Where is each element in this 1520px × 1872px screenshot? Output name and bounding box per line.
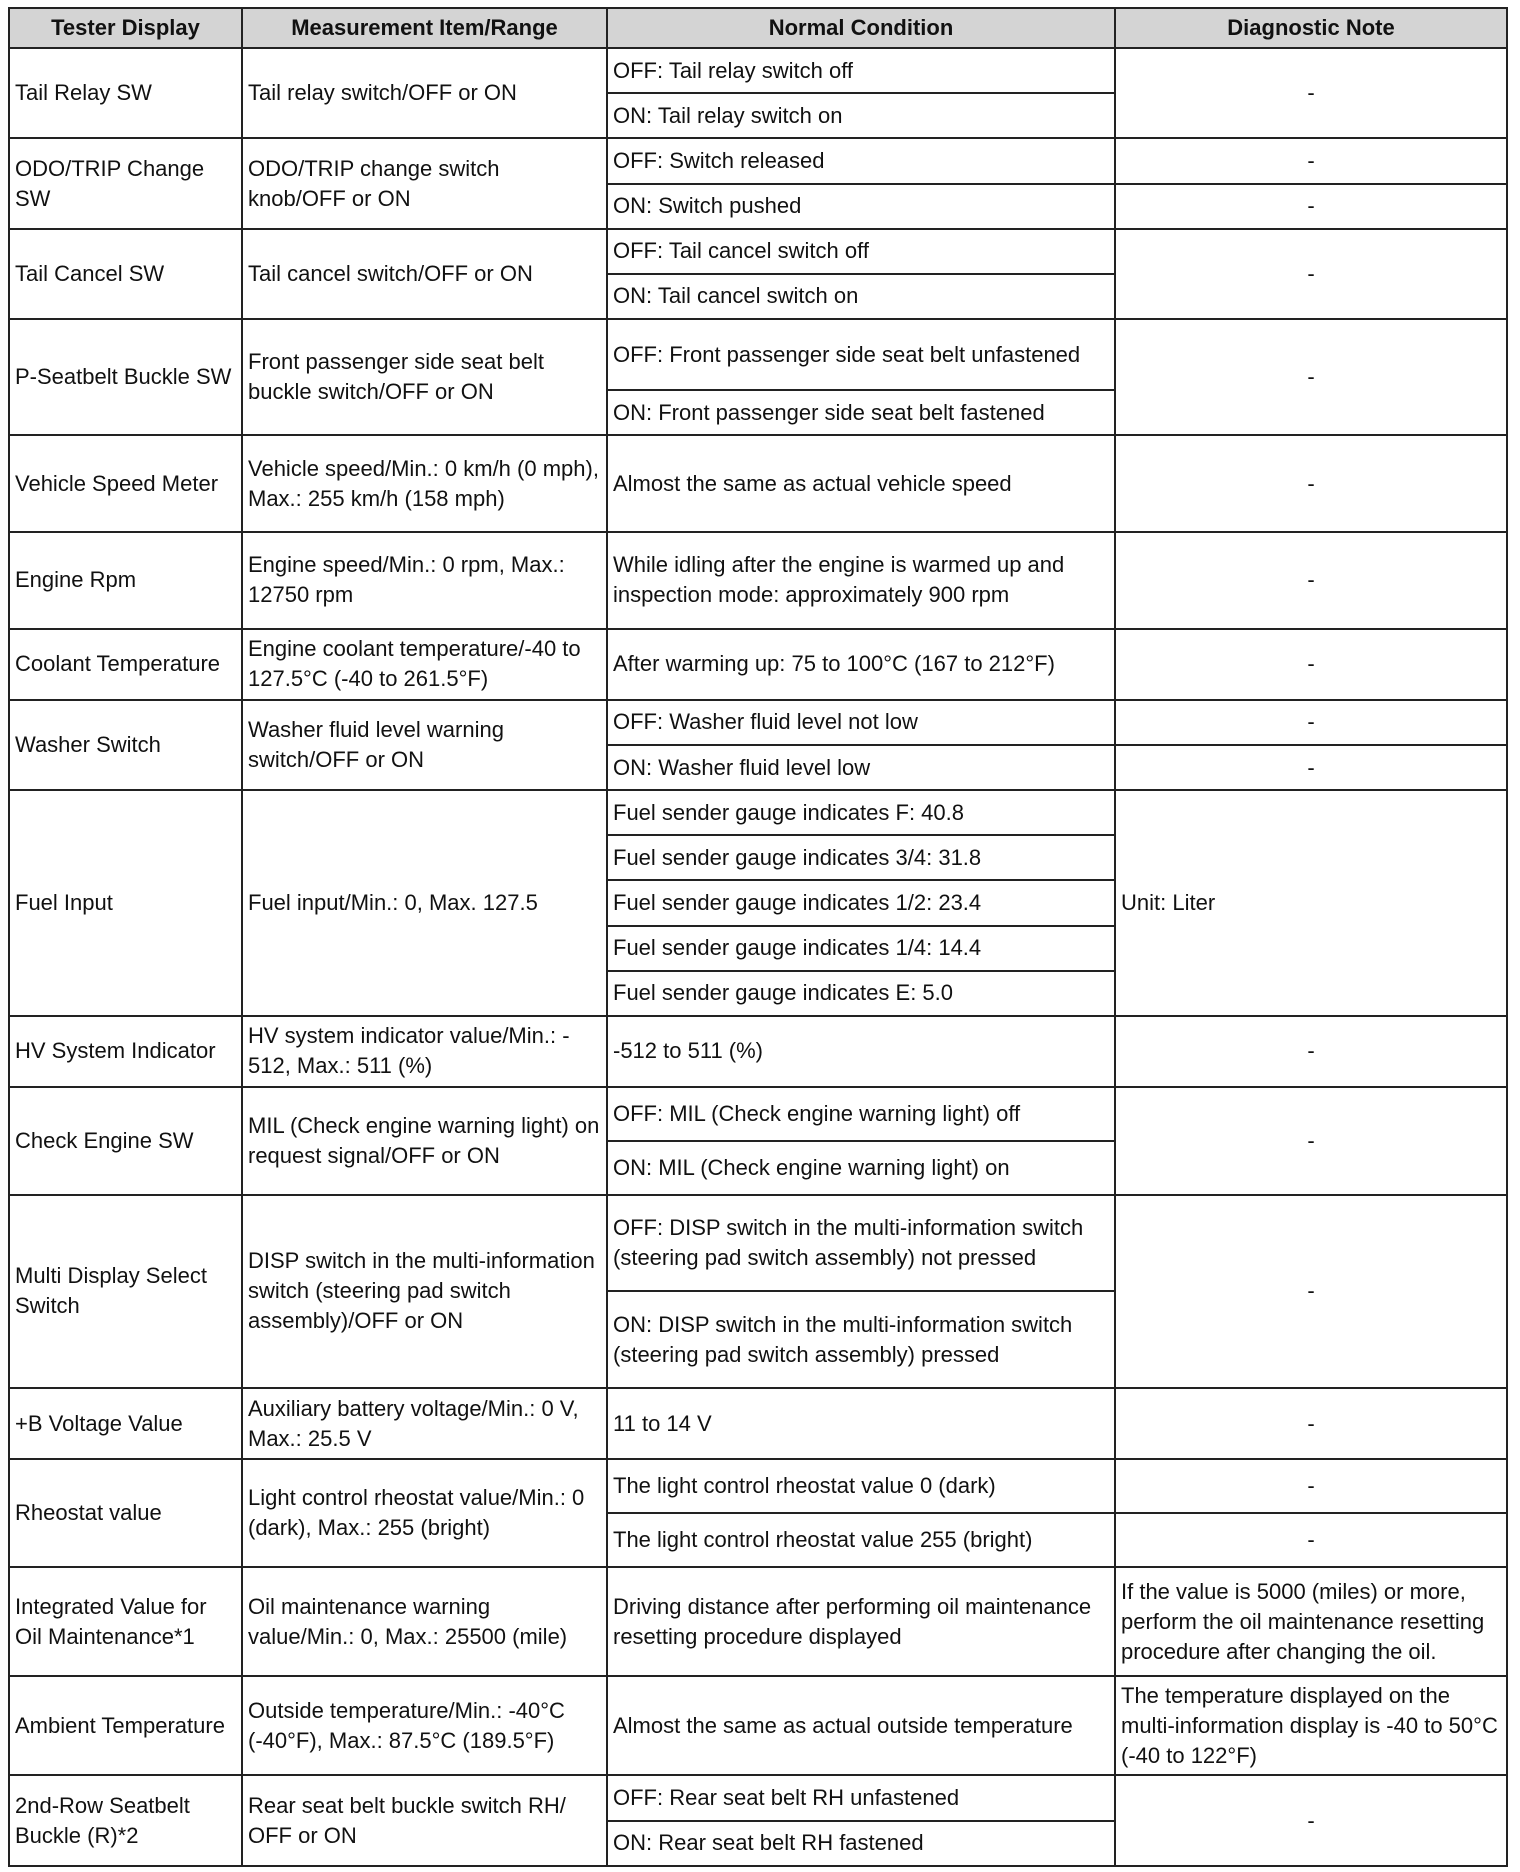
table-row [9,532,1507,629]
table-row [9,435,1507,532]
measurement-cell: MIL (Check engine warning light) on request signal/OFF or ON [242,1087,607,1195]
measurement-cell: Washer fluid level warning switch/OFF or ON [242,700,607,790]
table-row [9,319,1507,390]
note-cell: Unit: Liter [1115,790,1507,1016]
condition-cell: Fuel sender gauge indicates 3/4: 31.8 [607,835,1115,880]
condition-cell: Fuel sender gauge indicates 1/4: 14.4 [607,926,1115,971]
tester-display-cell: Vehicle Speed Meter [9,435,242,532]
condition-cell: ON: Tail cancel switch on [607,274,1115,319]
header-tester-display: Tester Display [9,8,242,48]
table-row [9,1087,1507,1141]
tester-display-cell: Integrated Value for Oil Maintenance*1 [9,1567,242,1677]
condition-cell: -512 to 511 (%) [607,1016,1115,1087]
condition-cell: ON: Tail relay switch on [607,93,1115,138]
condition-cell: OFF: Tail relay switch off [607,48,1115,93]
condition-cell: Fuel sender gauge indicates E: 5.0 [607,971,1115,1016]
measurement-cell: Front passenger side seat belt buckle switch/OFF or ON [242,319,607,435]
header-diagnostic-note: Diagnostic Note [1115,8,1507,48]
condition-cell: 11 to 14 V [607,1388,1115,1459]
note-cell: If the value is 5000 (miles) or more, perform the oil maintenance resetting procedure after changing the oil. [1115,1567,1507,1677]
condition-cell: ON: Rear seat belt RH fastened [607,1821,1115,1866]
measurement-cell: Engine coolant temperature/-40 to 127.5°C (-40 to 261.5°F) [242,629,607,700]
tester-display-cell: P-Seatbelt Buckle SW [9,319,242,435]
table-row [9,1459,1507,1513]
condition-cell: OFF: Front passenger side seat belt unfastened [607,319,1115,390]
measurement-cell: Oil maintenance warning value/Min.: 0, Max.: 25500 (mile) [242,1567,607,1677]
table-row [9,1676,1507,1775]
measurement-cell: Engine speed/Min.: 0 rpm, Max.: 12750 rpm [242,532,607,629]
note-cell: - [1115,184,1507,229]
tester-display-cell: Tail Cancel SW [9,229,242,319]
condition-cell: Driving distance after performing oil maintenance resetting procedure displayed [607,1567,1115,1677]
note-cell: - [1115,1087,1507,1195]
tester-display-cell: Tail Relay SW [9,48,242,138]
table-row [9,629,1507,700]
condition-cell: Fuel sender gauge indicates 1/2: 23.4 [607,880,1115,925]
table-row [9,1567,1507,1677]
note-cell: - [1115,1513,1507,1567]
measurement-cell: DISP switch in the multi-information switch (steering pad switch assembly)/OFF or ON [242,1195,607,1389]
measurement-cell: Fuel input/Min.: 0, Max. 127.5 [242,790,607,1016]
tester-display-cell: Coolant Temperature [9,629,242,700]
table-row [9,229,1507,274]
condition-cell: Almost the same as actual outside temperature [607,1676,1115,1775]
measurement-cell: Outside temperature/Min.: -40°C (-40°F), Max.: 87.5°C (189.5°F) [242,1676,607,1775]
condition-cell: Fuel sender gauge indicates F: 40.8 [607,790,1115,835]
tester-display-cell: Fuel Input [9,790,242,1016]
measurement-cell: Tail cancel switch/OFF or ON [242,229,607,319]
tester-display-cell: HV System Indicator [9,1016,242,1087]
condition-cell: ON: MIL (Check engine warning light) on [607,1141,1115,1195]
measurement-cell: Tail relay switch/OFF or ON [242,48,607,138]
measurement-cell: Light control rheostat value/Min.: 0 (dark), Max.: 255 (bright) [242,1459,607,1567]
condition-cell: Almost the same as actual vehicle speed [607,435,1115,532]
note-cell: The temperature displayed on the multi-information display is -40 to 50°C (-40 to 122°F) [1115,1676,1507,1775]
note-cell: - [1115,1775,1507,1866]
table-row [9,48,1507,93]
tester-display-cell: Check Engine SW [9,1087,242,1195]
header-measurement-item: Measurement Item/Range [242,8,607,48]
table-row [9,700,1507,745]
tester-display-cell: Engine Rpm [9,532,242,629]
condition-cell: ON: DISP switch in the multi-information switch (steering pad switch assembly) pressed [607,1291,1115,1388]
table-row [9,1388,1507,1459]
table-row [9,138,1507,183]
condition-cell: OFF: Switch released [607,138,1115,183]
measurement-cell: HV system indicator value/Min.: - 512, Max.: 511 (%) [242,1016,607,1087]
note-cell: - [1115,700,1507,745]
condition-cell: The light control rheostat value 255 (bright) [607,1513,1115,1567]
tester-display-cell: Washer Switch [9,700,242,790]
table-row [9,1016,1507,1087]
note-cell: - [1115,319,1507,435]
condition-cell: ON: Switch pushed [607,184,1115,229]
header-row [9,8,1507,48]
note-cell: - [1115,1388,1507,1459]
condition-cell: ON: Washer fluid level low [607,745,1115,790]
data-list-table [8,7,1508,1867]
condition-cell: After warming up: 75 to 100°C (167 to 212°F) [607,629,1115,700]
header-normal-condition: Normal Condition [607,8,1115,48]
measurement-cell: Rear seat belt buckle switch RH/ OFF or ON [242,1775,607,1866]
measurement-cell: Vehicle speed/Min.: 0 km/h (0 mph), Max.: 255 km/h (158 mph) [242,435,607,532]
note-cell: - [1115,435,1507,532]
tester-display-cell: Multi Display Select Switch [9,1195,242,1389]
condition-cell: OFF: Rear seat belt RH unfastened [607,1775,1115,1820]
condition-cell: OFF: MIL (Check engine warning light) off [607,1087,1115,1141]
note-cell: - [1115,532,1507,629]
condition-cell: The light control rheostat value 0 (dark) [607,1459,1115,1513]
condition-cell: OFF: DISP switch in the multi-information switch (steering pad switch assembly) not pressed [607,1195,1115,1292]
tester-display-cell: Ambient Temperature [9,1676,242,1775]
table-row [9,1195,1507,1292]
note-cell: - [1115,629,1507,700]
condition-cell: While idling after the engine is warmed up and inspection mode: approximately 900 rpm [607,532,1115,629]
note-cell: - [1115,745,1507,790]
tester-display-cell: 2nd-Row Seatbelt Buckle (R)*2 [9,1775,242,1866]
note-cell: - [1115,1459,1507,1513]
measurement-cell: ODO/TRIP change switch knob/OFF or ON [242,138,607,228]
note-cell: - [1115,138,1507,183]
note-cell: - [1115,229,1507,319]
note-cell: - [1115,1195,1507,1389]
condition-cell: ON: Front passenger side seat belt fastened [607,390,1115,435]
measurement-cell: Auxiliary battery voltage/Min.: 0 V, Max.: 25.5 V [242,1388,607,1459]
table-row [9,1775,1507,1820]
tester-display-cell: +B Voltage Value [9,1388,242,1459]
condition-cell: OFF: Washer fluid level not low [607,700,1115,745]
note-cell: - [1115,1016,1507,1087]
table-row [9,790,1507,835]
tester-display-cell: ODO/TRIP Change SW [9,138,242,228]
tester-display-cell: Rheostat value [9,1459,242,1567]
condition-cell: OFF: Tail cancel switch off [607,229,1115,274]
note-cell: - [1115,48,1507,138]
